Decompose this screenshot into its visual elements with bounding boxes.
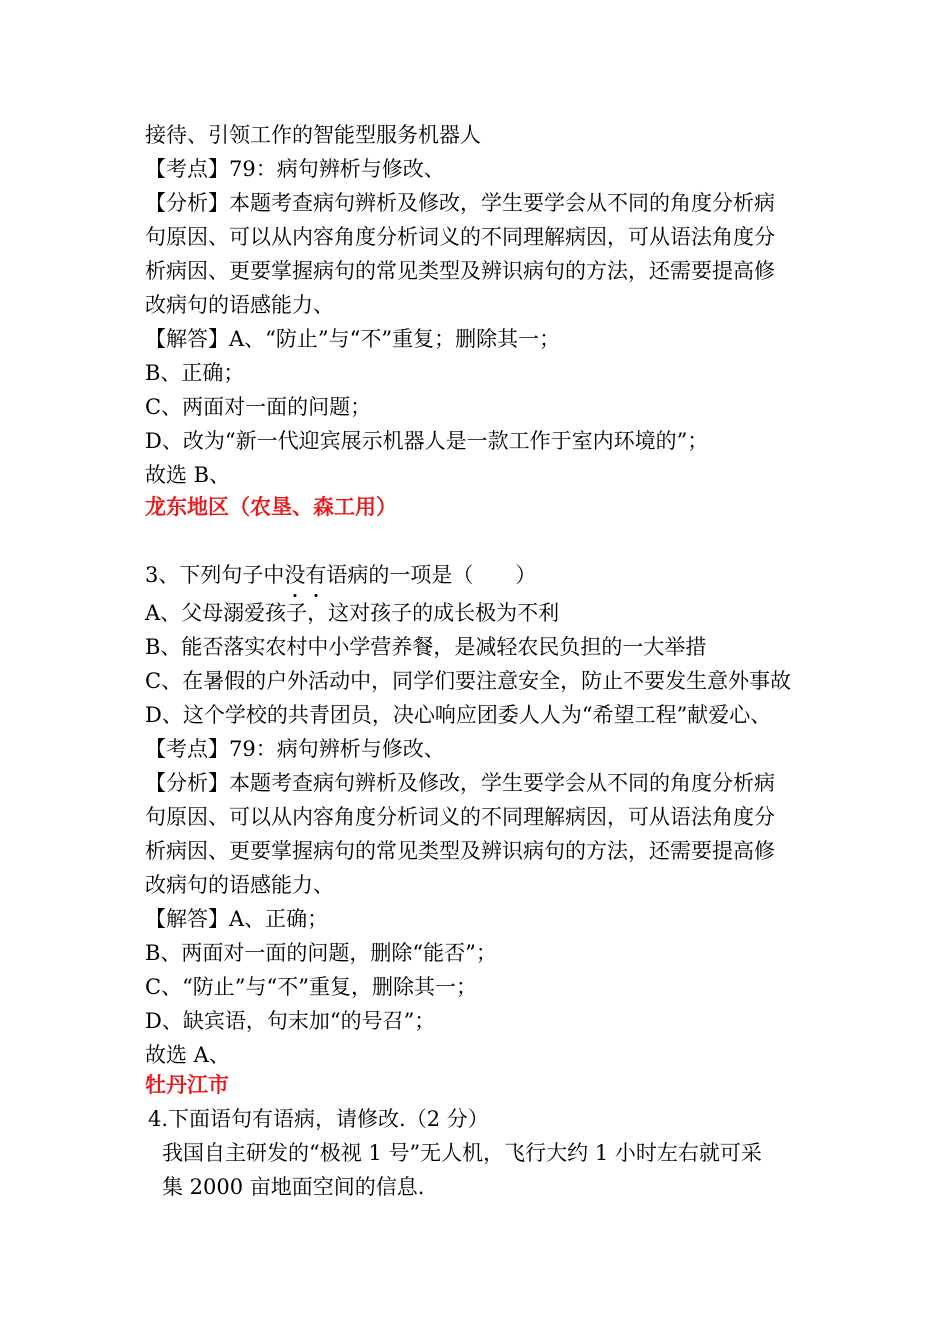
emphasis-char: 有 <box>305 558 326 592</box>
question-3-suffix: 语病的一项是（ ） <box>326 563 537 587</box>
text-line: 句原因、可以从内容角度分析词义的不同理解病因，可从语法角度分 <box>145 805 775 829</box>
text-line: D、这个学校的共青团员，决心响应团委人人为“希望工程”献爱心、 <box>145 703 772 727</box>
text-line: C、“防止”与“不”重复，删除其一； <box>145 975 478 999</box>
text-line: C、在暑假的户外活动中，同学们要注意安全，防止不要发生意外事故 <box>145 669 792 693</box>
text-line: 【解答】A、正确； <box>145 907 329 931</box>
question-3 <box>145 558 815 592</box>
text-line: B、能否落实农村中小学营养餐，是减轻农民负担的一大举措 <box>145 635 707 659</box>
question-4-title: 4.下面语句有语病，请修改.（2 分） <box>148 1107 489 1131</box>
text-line: 【考点】79：病句辨析与修改、 <box>145 737 445 761</box>
question-4-line: 集 2000 亩地面空间的信息. <box>162 1175 425 1199</box>
text-line: 改病句的语感能力、 <box>145 293 334 317</box>
emphasis-char: 没 <box>284 558 305 592</box>
text-line: 【解答】A、“防止”与“不”重复；删除其一； <box>145 327 561 351</box>
text-line: D、缺宾语，句末加“的号召”； <box>145 1009 436 1033</box>
question-3-prefix: 3、下列句子中 <box>145 563 285 587</box>
text-line: 【分析】本题考查病句辨析及修改，学生要学会从不同的角度分析病 <box>145 771 775 795</box>
question-4-line: 我国自主研发的“极视 1 号”无人机，飞行大约 1 小时左右就可采 <box>162 1141 762 1165</box>
text-line: 故选 B、 <box>145 463 231 487</box>
text-line: A、父母溺爱孩子，这对孩子的成长极为不利 <box>145 601 560 625</box>
text-line: 【考点】79：病句辨析与修改、 <box>145 157 445 181</box>
text-line: B、两面对一面的问题，删除“能否”； <box>145 941 497 965</box>
city-heading: 牡丹江市 <box>145 1073 229 1097</box>
text-line: 【分析】本题考查病句辨析及修改，学生要学会从不同的角度分析病 <box>145 191 775 215</box>
text-line: 接待、引领工作的智能型服务机器人 <box>145 123 481 147</box>
text-line: 析病因、更要掌握病句的常见类型及辨识病句的方法，还需要提高修 <box>145 259 775 283</box>
text-line: C、两面对一面的问题； <box>145 395 372 419</box>
text-line: 故选 A、 <box>145 1043 230 1067</box>
text-line: 句原因、可以从内容角度分析词义的不同理解病因，可从语法角度分 <box>145 225 775 249</box>
text-line: 析病因、更要掌握病句的常见类型及辨识病句的方法，还需要提高修 <box>145 839 775 863</box>
region-heading: 龙东地区（农垦、森工用） <box>145 495 397 519</box>
text-line: 改病句的语感能力、 <box>145 873 334 897</box>
text-line: D、改为“新一代迎宾展示机器人是一款工作于室内环境的”； <box>145 429 709 453</box>
text-line: B、正确； <box>145 361 245 385</box>
